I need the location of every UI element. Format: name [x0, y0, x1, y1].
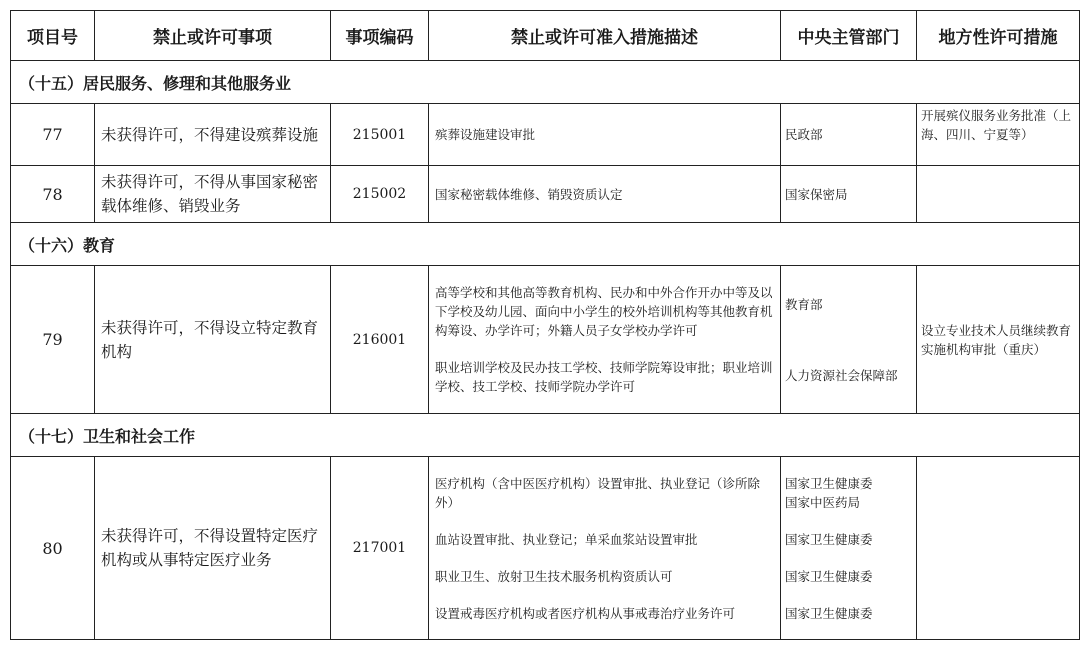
description-entry: 血站设置审批、执业登记；单采血浆站设置审批: [435, 531, 698, 547]
row-local-measure: 设立专业技术人员继续教育实施机构审批（重庆）: [917, 266, 1080, 414]
description-entry: 设置戒毒医疗机构或者医疗机构从事戒毒治疗业务许可: [435, 605, 736, 621]
department-entry: 国家卫生健康委: [785, 568, 873, 584]
permit-table-container: [10, 10, 1079, 640]
department-entry: 人力资源社会保障部: [785, 367, 898, 383]
department-entry: 国家卫生健康委: [785, 531, 873, 547]
header-code: 事项编码: [331, 11, 429, 61]
row-code: 215001: [331, 104, 429, 166]
permit-table: [10, 10, 1080, 640]
row-number: 78: [11, 166, 95, 223]
row-local-measure: [917, 457, 1080, 640]
table-row: [11, 457, 1080, 640]
section-row: [11, 223, 1080, 266]
section-row: [11, 414, 1080, 457]
section-title: （十六）教育: [11, 223, 1080, 266]
table-row: [11, 266, 1080, 414]
row-local-measure: [917, 166, 1080, 223]
description-entry: 医疗机构（含中医医疗机构）设置审批、执业登记（诊所除外）: [435, 475, 761, 510]
row-description: 殡葬设施建设审批: [429, 104, 781, 166]
row-department: [781, 266, 917, 414]
row-description: 国家秘密载体维修、销毁资质认定: [429, 166, 781, 223]
section-title: （十五）居民服务、修理和其他服务业: [11, 61, 1080, 104]
row-code: 216001: [331, 266, 429, 414]
table-row: [11, 166, 1080, 223]
row-department: [781, 457, 917, 640]
row-number: 77: [11, 104, 95, 166]
header-item-number: 项目号: [11, 11, 95, 61]
row-department: 国家保密局: [781, 166, 917, 223]
section-title: （十七）卫生和社会工作: [11, 414, 1080, 457]
description-entry: 高等学校和其他高等教育机构、民办和中外合作开办中等及以下学校及幼儿园、面向中小学生的校外培训机构等其他教育机构筹设、办学许可；外籍人员子女学校办学许可: [435, 285, 773, 338]
row-code: 217001: [331, 457, 429, 640]
row-description: [429, 457, 781, 640]
row-description: [429, 266, 781, 414]
header-item: 禁止或许可事项: [95, 11, 331, 61]
row-local-measure: 开展殡仪服务业务批准（上海、四川、宁夏等）: [917, 104, 1080, 166]
row-number: 80: [11, 457, 95, 640]
row-item: 未获得许可，不得建设殡葬设施: [95, 104, 331, 166]
department-entry: 国家卫生健康委: [785, 605, 873, 621]
row-code: 215002: [331, 166, 429, 223]
department-entry: 教育部: [785, 296, 823, 312]
section-row: [11, 61, 1080, 104]
description-entry: 职业卫生、放射卫生技术服务机构资质认可: [435, 568, 673, 584]
row-department: 民政部: [781, 104, 917, 166]
row-number: 79: [11, 266, 95, 414]
header-row: [11, 11, 1080, 61]
department-entry: 国家中医药局: [785, 494, 861, 510]
header-department: 中央主管部门: [781, 11, 917, 61]
row-item: 未获得许可，不得设置特定医疗机构或从事特定医疗业务: [95, 457, 331, 640]
row-item: 未获得许可，不得设立特定教育机构: [95, 266, 331, 414]
table-row: [11, 104, 1080, 166]
header-description: 禁止或许可准入措施描述: [429, 11, 781, 61]
header-local-measures: 地方性许可措施: [917, 11, 1080, 61]
description-entry: 职业培训学校及民办技工学校、技师学院筹设审批；职业培训学校、技工学校、技师学院办学许可: [435, 360, 773, 394]
row-item: 未获得许可，不得从事国家秘密载体维修、销毁业务: [95, 166, 331, 223]
department-entry: 国家卫生健康委: [785, 475, 873, 491]
